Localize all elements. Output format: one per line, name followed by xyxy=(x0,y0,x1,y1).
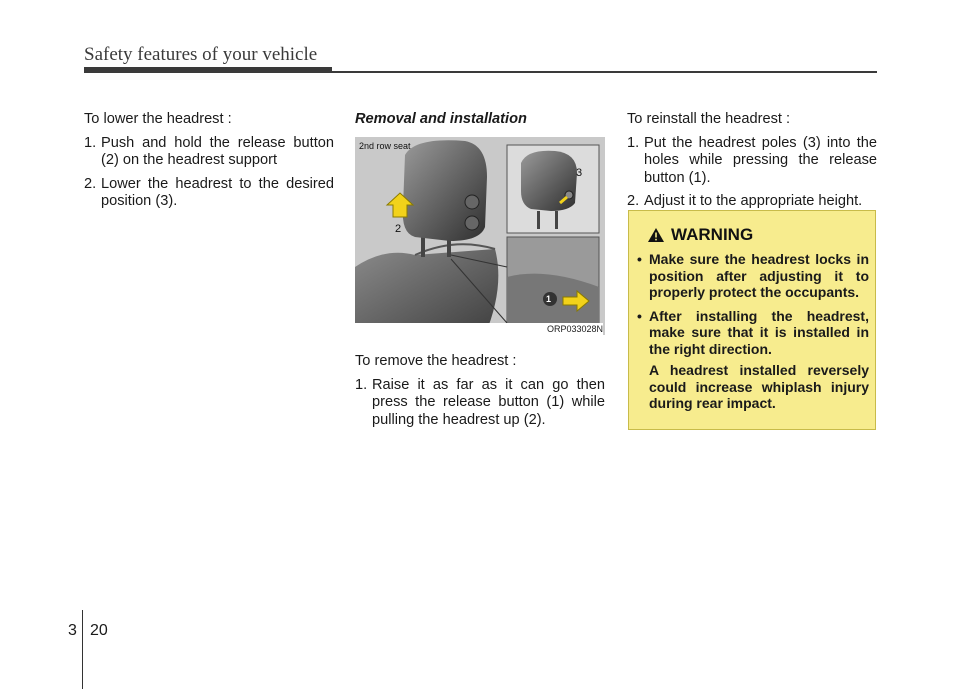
middle-column xyxy=(355,353,605,429)
step-number: 2. xyxy=(627,193,640,209)
warning-bullet xyxy=(637,251,869,301)
list-item xyxy=(627,135,877,188)
footer-rule xyxy=(82,610,83,689)
page-number: 20 xyxy=(90,622,108,639)
warning-bullet-text: Make sure the headrest locks in position after adjusting it to properly protect the occupants. xyxy=(649,251,869,300)
header-rule-accent xyxy=(84,67,332,73)
warning-box xyxy=(628,210,876,430)
step-text: Push and hold the release button (2) on the headrest support xyxy=(101,134,334,168)
left-column xyxy=(84,111,334,211)
warning-list xyxy=(637,251,869,412)
step-text: Adjust it to the appropriate height. xyxy=(644,193,863,209)
headrest-illustration-svg xyxy=(355,137,605,335)
bullet-dot-icon: • xyxy=(637,251,642,267)
step-number: 1. xyxy=(84,134,97,151)
figure-callout-2: 2 xyxy=(395,223,402,235)
warning-extra-text: A headrest installed reversely could increase whiplash injury during rear impact. xyxy=(649,362,869,411)
warning-triangle-icon xyxy=(647,227,665,243)
warning-bullet-text: After installing the headrest, make sure that it is installed in the right direction. xyxy=(649,307,869,357)
reinstall-headrest-intro: To reinstall the headrest : xyxy=(627,111,791,127)
right-column xyxy=(627,111,877,211)
list-item xyxy=(627,193,877,211)
figure-code: ORP033028N xyxy=(355,323,603,335)
warning-bullet xyxy=(637,308,869,358)
step-number: 2. xyxy=(84,175,97,192)
warning-title: WARNING xyxy=(671,225,754,244)
figure-callout-1: 1 xyxy=(546,294,552,304)
chapter-number: 3 xyxy=(68,622,77,639)
step-text: Raise it as far as it can go then press the release button (1) while pulling the headrest up (2). xyxy=(372,376,605,428)
list-item xyxy=(355,377,605,430)
step-text: Lower the headrest to the desired position (3). xyxy=(101,175,334,209)
remove-headrest-intro: To remove the headrest : xyxy=(355,353,517,369)
step-text: Put the headrest poles (3) into the holes while pressing the release button (1). xyxy=(644,134,877,186)
page-header-title: Safety features of your vehicle xyxy=(84,44,318,65)
middle-heading-block xyxy=(355,111,605,129)
bullet-dot-icon: • xyxy=(637,307,642,324)
figure-label-2nd-row: 2nd row seat xyxy=(359,141,411,151)
lower-headrest-intro: To lower the headrest : xyxy=(84,111,232,127)
list-item xyxy=(84,135,334,170)
step-number: 1. xyxy=(627,134,640,151)
section-heading: Removal and installation xyxy=(355,111,527,127)
warning-header xyxy=(647,225,753,245)
figure-callout-3: 3 xyxy=(576,167,583,179)
headrest-illustration xyxy=(355,137,605,335)
list-item xyxy=(84,176,334,211)
step-number: 1. xyxy=(355,376,368,393)
